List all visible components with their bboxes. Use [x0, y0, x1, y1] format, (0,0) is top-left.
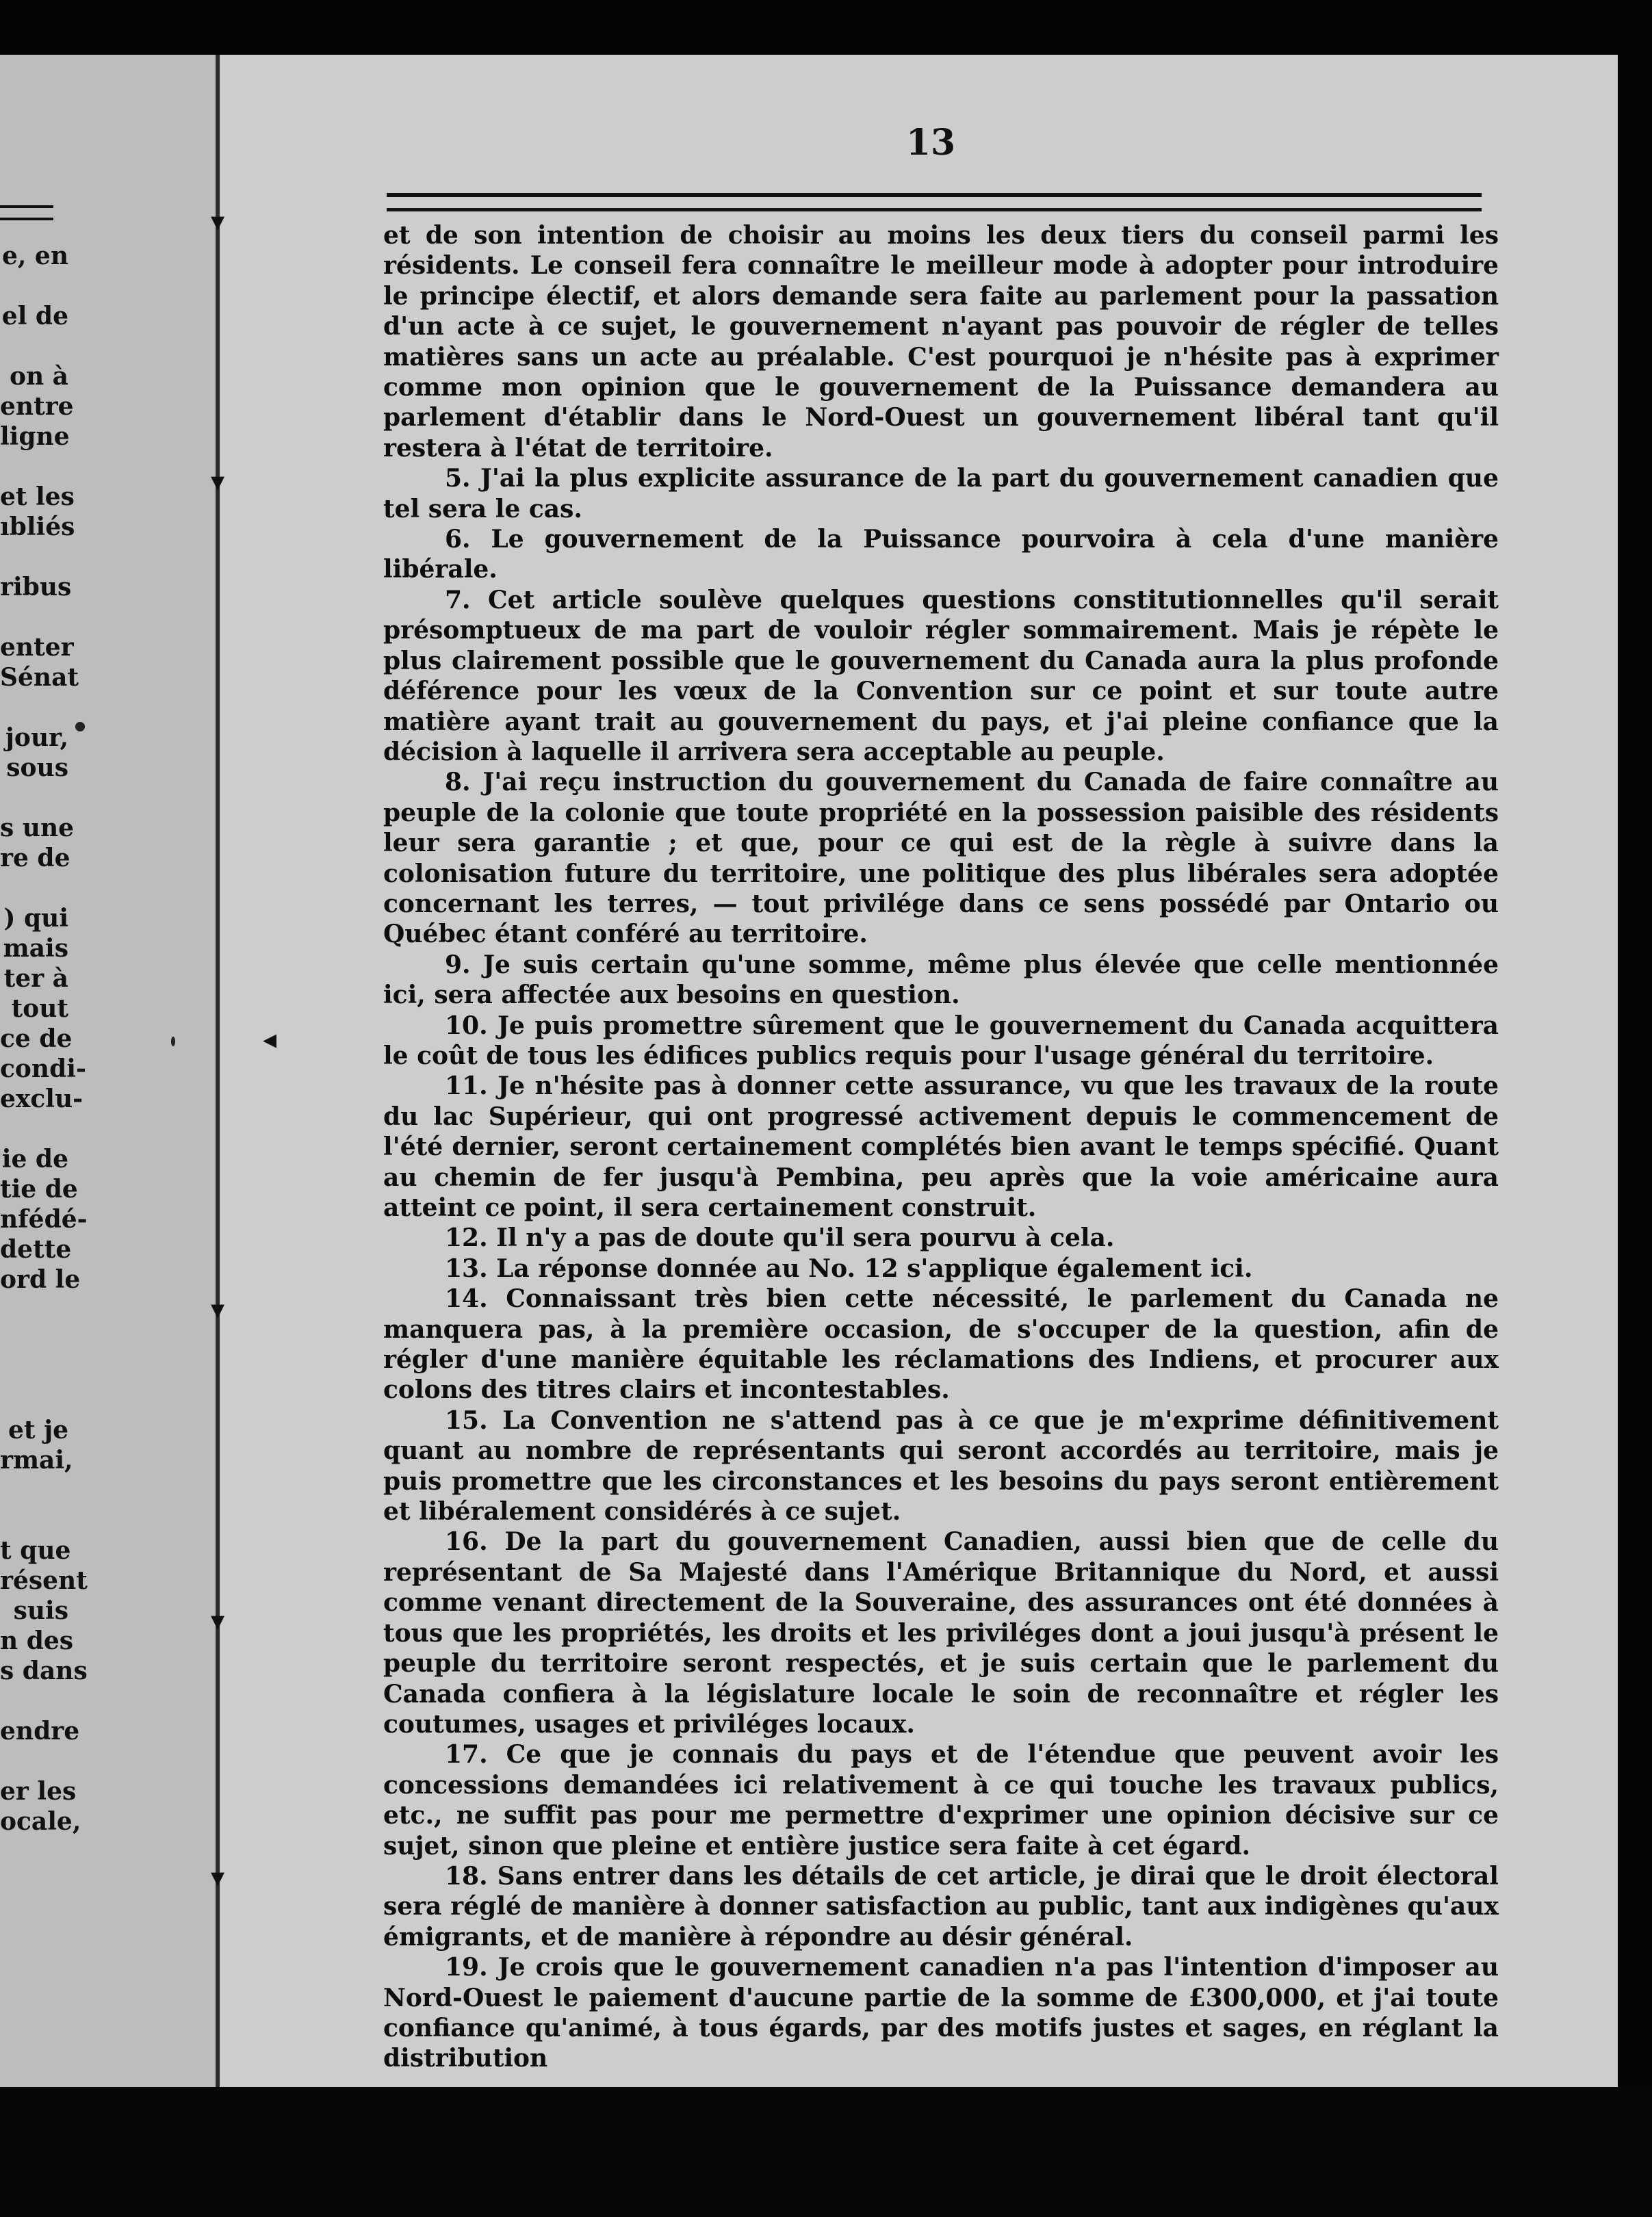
binding-mark: ▾	[211, 1605, 225, 1637]
paragraph: 9. Je suis certain qu'une somme, même plus élevée que celle mentionnée ici, sera affectée aux besoins en question.	[383, 950, 1499, 1010]
facing-page-fragment: enter	[0, 633, 74, 662]
facing-page-fragment: jour,	[5, 723, 68, 752]
paragraph: 13. La réponse donnée au No. 12 s'applique également ici.	[445, 1254, 1253, 1283]
scan-border-top	[0, 0, 1652, 55]
scan-speck	[75, 722, 85, 731]
facing-page-fragment: et je	[8, 1416, 68, 1444]
facing-page-fragment: er les	[0, 1777, 77, 1806]
facing-page-fragment: ligne	[0, 422, 70, 451]
facing-page-fragment	[0, 1355, 68, 1385]
facing-page-fragment: exclu-	[0, 1085, 83, 1113]
paragraph: 6. Le gouvernement de la Puissance pourvoira à cela d'une manière libérale.	[383, 525, 1499, 584]
facing-page-fragment	[0, 1746, 68, 1776]
binding-mark: ▾	[211, 1861, 225, 1893]
document-body	[383, 220, 1499, 2074]
facing-page-fragment: ter à	[3, 964, 68, 993]
facing-page-fragment	[0, 452, 68, 482]
facing-page-fragment: s dans	[0, 1657, 88, 1685]
facing-page-fragment: s une	[0, 814, 75, 842]
facing-page-fragment: rmai,	[0, 1446, 73, 1475]
scan-border-right	[1618, 0, 1652, 2217]
facing-page-fragment	[0, 1505, 68, 1535]
header-rule	[387, 193, 1482, 211]
facing-page-fragment	[0, 1385, 68, 1415]
facing-page-fragment	[0, 271, 68, 301]
paragraph: 8. J'ai reçu instruction du gouvernement du Canada de faire connaître au peuple de la colonie que toute propriété en la possession paisible des résidents leur sera garantie ; et que, pour ce qui est de la règle à suivre dans la colonisation future du territoire, une politique des plus libérales sera adoptée concernant les terres, — tout privilége dans ce sens possédé par Ontario ou Québec étant conféré au territoire.	[383, 768, 1499, 949]
binding-mark: ▾	[211, 205, 225, 237]
facing-page-fragment: t que	[0, 1536, 71, 1565]
facing-page-fragment: dette	[0, 1235, 72, 1264]
facing-page-fragment: résent	[0, 1566, 88, 1595]
facing-page-text	[0, 241, 88, 1837]
facing-page-fragment	[0, 331, 68, 361]
paragraph: 17. Ce que je connais du pays et de l'étendue que peuvent avoir les concessions demandées ici relativement à ce qui touche les travaux publics, etc., ne suffit pas pour me permettre d'exprimer une opinion décisive sur ce sujet, sinon que pleine et entière justice sera faite à cet égard.	[383, 1740, 1499, 1861]
scan-speck	[171, 1037, 175, 1046]
page-gutter	[216, 55, 220, 2087]
facing-page-fragment	[0, 1114, 68, 1144]
facing-page-fragment: ribus	[0, 573, 72, 601]
facing-page-fragment: n des	[0, 1626, 74, 1655]
facing-page-fragment: el de	[1, 302, 68, 330]
facing-page-fragment	[0, 873, 68, 903]
facing-page-fragment: ce de	[0, 1024, 73, 1053]
facing-page-fragment: ie de	[1, 1145, 68, 1174]
paragraph: 10. Je puis promettre sûrement que le gouvernement du Canada acquittera le coût de tous les édifices publics requis pour l'usage général du territoire.	[383, 1011, 1499, 1070]
facing-page-fragment: mais	[3, 934, 68, 963]
facing-page-fragment	[0, 783, 68, 813]
facing-page-fragment: entre	[0, 392, 74, 421]
binding-mark: ▾	[211, 1293, 225, 1325]
paragraph: 19. Je crois que le gouvernement canadien n'a pas l'intention d'imposer au Nord-Ouest le paiement d'aucune partie de la somme de £300,000, et j'ai toute confiance qu'animé, à tous égards, par des motifs justes et sages, en réglant la distribution	[383, 1953, 1499, 2073]
paragraph: 14. Connaissant très bien cette nécessité, le parlement du Canada ne manquera pas, à la première occasion, de s'occuper de la question, afin de régler d'une manière équitable les réclamations des Indiens, et procurer aux colons des titres clairs et incontestables.	[383, 1284, 1499, 1405]
facing-page-fragment	[0, 692, 68, 723]
facing-page-fragment: ıbliés	[0, 513, 75, 541]
facing-page-fragment: ord le	[0, 1265, 81, 1294]
facing-page-fragment: ocale,	[0, 1807, 81, 1836]
paragraph: 5. J'ai la plus explicite assurance de la part du gouvernement canadien que tel sera le cas.	[383, 464, 1499, 523]
facing-page-fragment: tout	[11, 994, 68, 1023]
facing-page-fragment: endre	[0, 1717, 80, 1746]
facing-page-fragment: et les	[0, 482, 75, 511]
facing-page-rule	[0, 205, 53, 220]
facing-page-fragment: nfédé-	[0, 1205, 88, 1234]
facing-page-fragment: sous	[6, 753, 68, 782]
paragraph: 7. Cet article soulève quelques questions constitutionnelles qu'il serait présomptueux de ma part de vouloir régler sommairement. Mais je répète le plus clairement possible que le gouvernement du Canada aura la plus profonde déférence pour les vœux de la Convention sur ce point et sur toute autre matière ayant trait au gouvernement du pays, et j'ai pleine confiance que la décision à laquelle il arrivera sera acceptable au peuple.	[383, 585, 1499, 766]
facing-page-fragment	[0, 1325, 68, 1355]
facing-page-fragment	[0, 1475, 68, 1505]
paragraph: 11. Je n'hésite pas à donner cette assurance, vu que les travaux de la route du lac Supérieur, qui ont progressé activement depuis le commencement de l'été dernier, seront certainement complétés bien avant le temps spécifié. Quant au chemin de fer jusqu'à Pembina, peu après que la voie américaine aura atteint ce point, il sera certainement construit.	[383, 1072, 1499, 1222]
paragraph: et de son intention de choisir au moins les deux tiers du conseil parmi les résidents. Le conseil fera connaître le meilleur mode à adopter pour introduire le principe électif, et alors demande sera faite au parlement pour la passation d'un acte à ce sujet, le gouvernement n'ayant pas pouvoir de régler de telles matières sans un acte au préalable. C'est pourquoi je n'hésite pas à exprimer comme mon opinion que le gouvernement de la Puissance demandera au parlement d'établir dans le Nord-Ouest un gouvernement libéral tant qu'il restera à l'état de territoire.	[383, 221, 1499, 463]
paragraph: 15. La Convention ne s'attend pas à ce que je m'exprime définitivement quant au nombre de représentants qui seront accordés au territoire, mais je puis promettre que les circonstances et les besoins du pays seront entièrement et libéralement considérés à ce sujet.	[383, 1405, 1499, 1527]
facing-page-fragment: tie de	[0, 1175, 78, 1204]
facing-page-fragment	[0, 1295, 68, 1325]
scan-border-bottom	[0, 2087, 1652, 2217]
facing-page-fragment: condi-	[0, 1054, 86, 1083]
facing-page-fragment: e, en	[1, 242, 68, 270]
facing-page-fragment: suis	[13, 1596, 68, 1625]
facing-page-fragment: ) qui	[3, 904, 68, 933]
binding-mark: ▾	[211, 465, 225, 497]
page-number: 13	[905, 122, 956, 164]
facing-page-fragment	[0, 602, 68, 632]
facing-page-fragment: re de	[0, 844, 70, 872]
facing-page-fragment	[0, 542, 68, 572]
paragraph: 12. Il n'y a pas de doute qu'il sera pourvu à cela.	[445, 1223, 1115, 1253]
facing-page-fragment	[0, 1686, 68, 1716]
binding-mark: ◂	[263, 1023, 277, 1055]
facing-page-fragment: on à	[9, 362, 68, 391]
facing-page-fragment: Sénat	[0, 663, 79, 692]
paragraph: 16. De la part du gouvernement Canadien, aussi bien que de celle du représentant de Sa Majesté dans l'Amérique Britannique du Nord, et aussi comme venant directement de la Souveraine, des assurances ont été données à tous que les propriétés, les droits et les priviléges dont a joui jusqu'à présent le peuple du territoire seront respectés, et je suis certain que le parlement du Canada confiera à la législature locale le soin de reconnaître et régler les coutumes, usages et priviléges locaux.	[383, 1527, 1499, 1739]
paragraph: 18. Sans entrer dans les détails de cet article, je dirai que le droit électoral sera réglé de manière à donner satisfaction au public, tant aux indigènes qu'aux émigrants, et de manière à répondre au désir général.	[383, 1861, 1499, 1952]
